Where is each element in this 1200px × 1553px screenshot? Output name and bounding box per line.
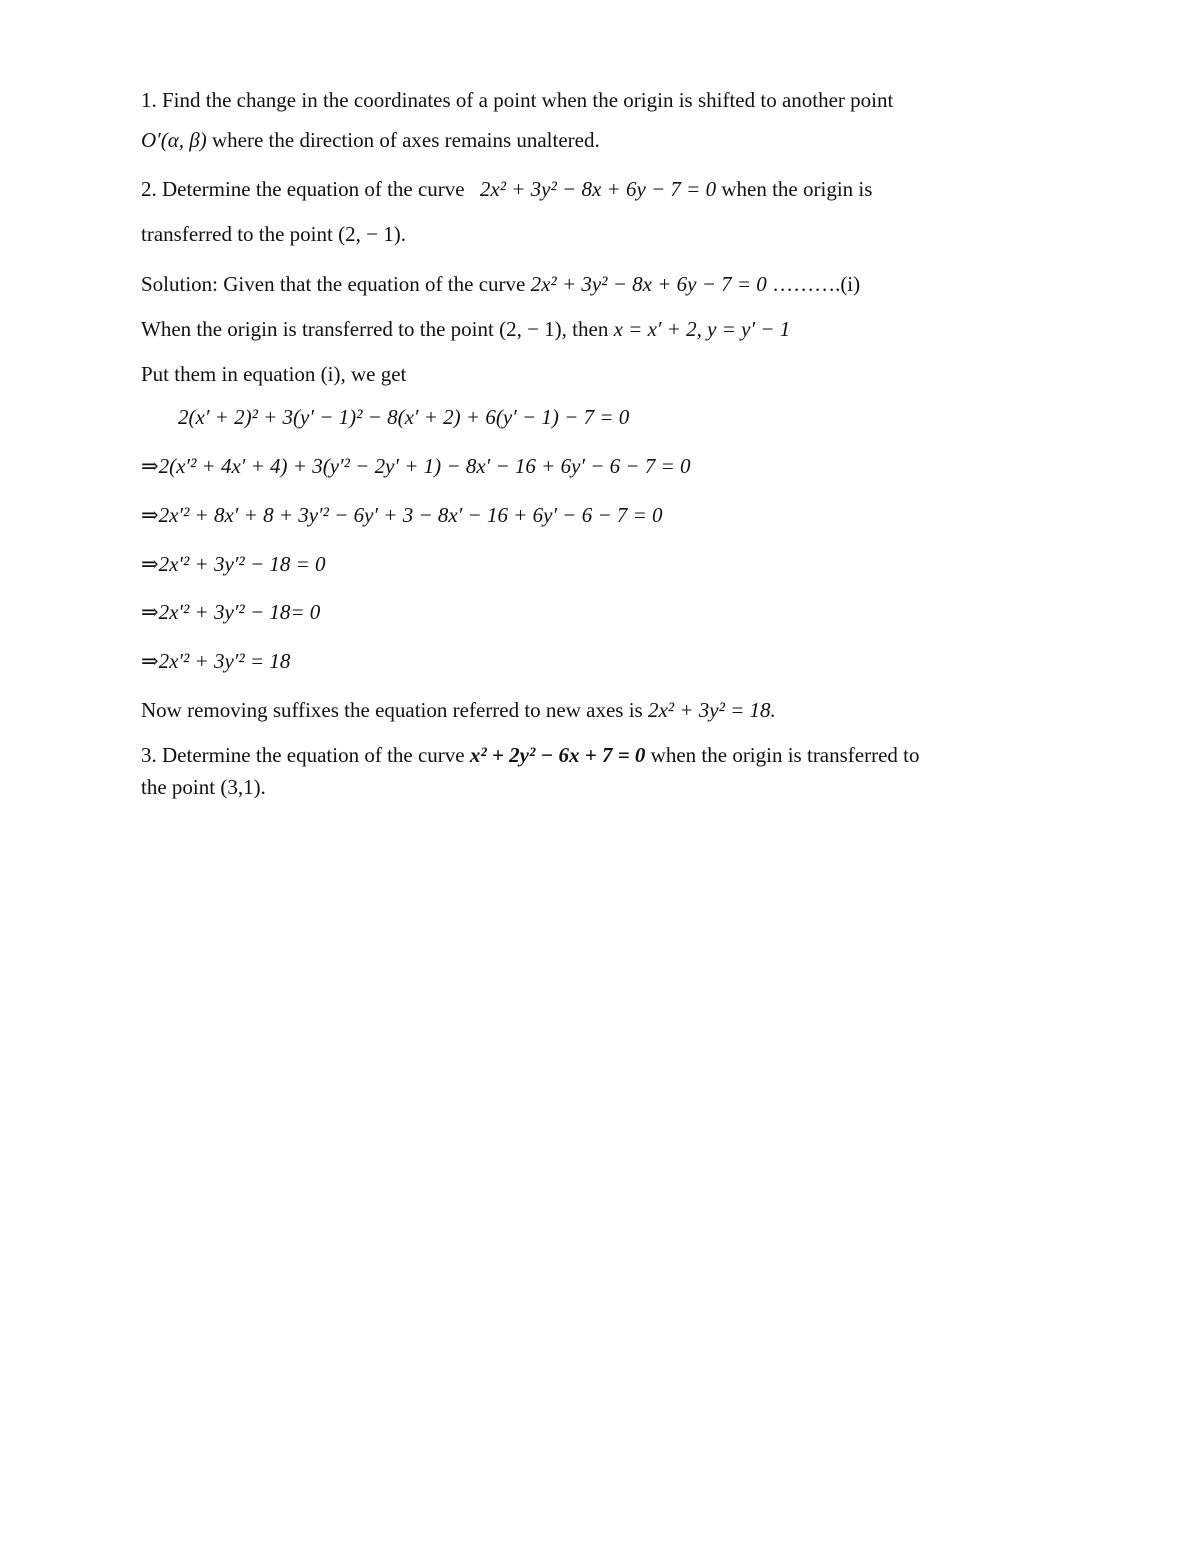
solution-transfer-then: then [572, 317, 609, 341]
q2-line2-text: transferred to the point [141, 222, 333, 246]
solution-step-1-eq: 2(x′ + 2)² + 3(y′ − 1)² − 8(x′ + 2) + 6(y′ − 1) − 7 = 0 [178, 405, 630, 429]
q2-line-2 [141, 221, 406, 247]
solution-transfer-text: When the origin is transferred to the point [141, 317, 494, 341]
solution-step-4 [141, 551, 326, 577]
solution-step-6 [141, 648, 290, 674]
solution-step-6-eq: ⇒2x′² + 3y′² = 18 [141, 649, 291, 673]
q2-intro-tail: when the origin is [716, 177, 873, 201]
solution-given-label: Solution: Given that the equation of the curve [141, 272, 526, 296]
solution-step-2-eq: ⇒2(x′² + 4x′ + 4) + 3(y′² − 2y′ + 1) − 8x′ − 16 + 6y′ − 6 − 7 = 0 [141, 454, 691, 478]
solution-step-2 [141, 453, 691, 479]
solution-conclusion-eq: 2x² + 3y² = 18. [647, 698, 776, 722]
solution-conclusion-text: Now removing suffixes the equation referred to new axes is [141, 698, 643, 722]
q2-line-1 [141, 176, 872, 202]
solution-step-3-eq: ⇒2x′² + 8x′ + 8 + 3y′² − 6y′ + 3 − 8x′ − 16 + 6y′ − 6 − 7 = 0 [141, 503, 663, 527]
solution-given [141, 271, 860, 297]
q1-text: 1. Find the change in the coordinates of a point when the origin is shifted to another point [141, 88, 894, 112]
q1-line-2 [141, 127, 600, 153]
solution-transfer [141, 316, 790, 342]
solution-transfer-point: (2, − 1), [499, 317, 567, 341]
q3-line-1 [141, 742, 920, 768]
solution-conclusion [141, 697, 776, 723]
q3-curve: x² + 2y² − 6x + 7 = 0 [469, 743, 646, 767]
q1-text-2: where the direction of axes remains unaltered. [206, 128, 600, 152]
q2-line2-point: (2, − 1). [338, 222, 406, 246]
solution-given-curve: 2x² + 3y² − 8x + 6y − 7 = 0 [530, 272, 767, 296]
q3-line2: the point (3,1). [141, 775, 266, 799]
solution-step-5 [141, 599, 320, 625]
solution-step-3 [141, 502, 663, 528]
q3-intro: 3. Determine the equation of the curve [141, 743, 465, 767]
solution-step-1 [178, 404, 629, 430]
solution-step-4-eq: ⇒2x′² + 3y′² − 18 = 0 [141, 552, 326, 576]
q1-point: O′(α, β) [141, 128, 207, 152]
solution-put [141, 361, 406, 387]
solution-transfer-sub: x = x′ + 2, y = y′ − 1 [613, 317, 791, 341]
q2-intro: 2. Determine the equation of the curve [141, 177, 465, 201]
solution-step-5-eq: ⇒2x′² + 3y′² − 18= 0 [141, 600, 321, 624]
q3-tail: when the origin is transferred to [645, 743, 920, 767]
q1-line-1 [141, 87, 893, 113]
solution-given-tag: ……….(i) [772, 272, 861, 296]
q3-line-2 [141, 774, 266, 800]
q2-curve: 2x² + 3y² − 8x + 6y − 7 = 0 [479, 177, 717, 201]
solution-put-text: Put them in equation (i), we get [141, 362, 407, 386]
